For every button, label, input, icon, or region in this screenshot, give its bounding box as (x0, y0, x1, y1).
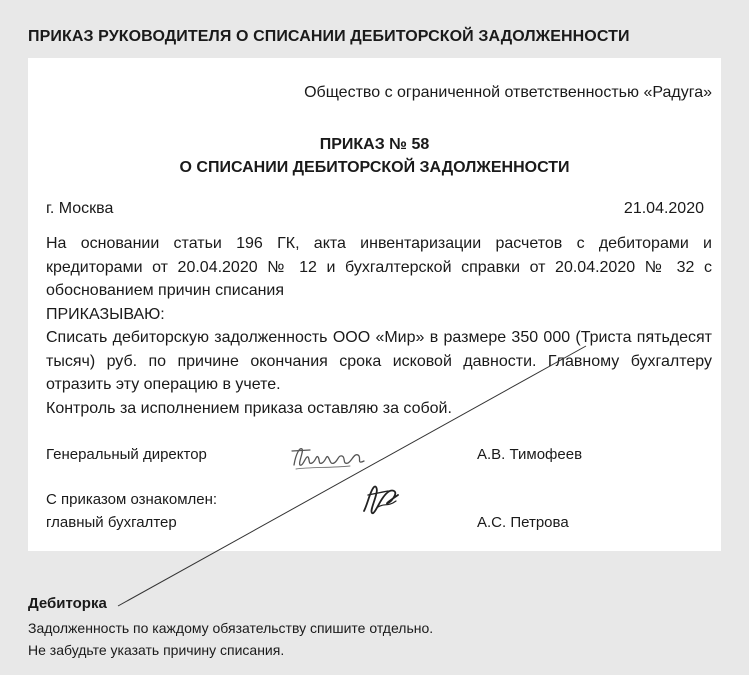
order-city: г. Москва (46, 200, 114, 217)
acknowledged-label: С приказом ознакомлен: (46, 491, 218, 508)
organization-name: Общество с ограниченной ответственностью «Радуга» (304, 84, 712, 101)
accountant-name: А.С. Петрова (477, 514, 569, 531)
order-number: ПРИКАЗ № 58 (319, 136, 430, 153)
order-subject: О СПИСАНИИ ДЕБИТОРСКОЙ ЗАДОЛЖЕННОСТИ (179, 159, 570, 176)
note-line: Задолженность по каждому обязательству спишите отдельно. (28, 620, 434, 636)
note-title: Дебиторка (28, 595, 107, 612)
page-title: ПРИКАЗ РУКОВОДИТЕЛЯ О СПИСАНИИ ДЕБИТОРСКОЙ ЗАДОЛЖЕННОСТИ (28, 28, 630, 45)
director-name: А.В. Тимофеев (477, 446, 583, 463)
basis-paragraph: На основании статьи 196 ГК, акта инвентаризации расчетов с дебиторами и кредиторами от 20.04.2020 № 12 и бухгалтерской справки от 20.04.2020 № 32 с обоснованием причин списания (46, 235, 712, 299)
accountant-label: главный бухгалтер (46, 514, 177, 531)
order-word: ПРИКАЗЫВАЮ: (46, 306, 165, 323)
director-label: Генеральный директор (46, 446, 207, 463)
control-paragraph: Контроль за исполнением приказа оставляю за собой. (46, 400, 452, 417)
note-line: Не забудьте указать причину списания. (28, 642, 285, 658)
order-date: 21.04.2020 (623, 200, 704, 217)
writeoff-paragraph: Списать дебиторскую задолженность ООО «Мир» в размере 350 000 (Триста пятьдесят тысяч) руб. по причине окончания срока исковой давности. Главному бухгалтеру отразить эту операцию в учете. (46, 329, 712, 393)
